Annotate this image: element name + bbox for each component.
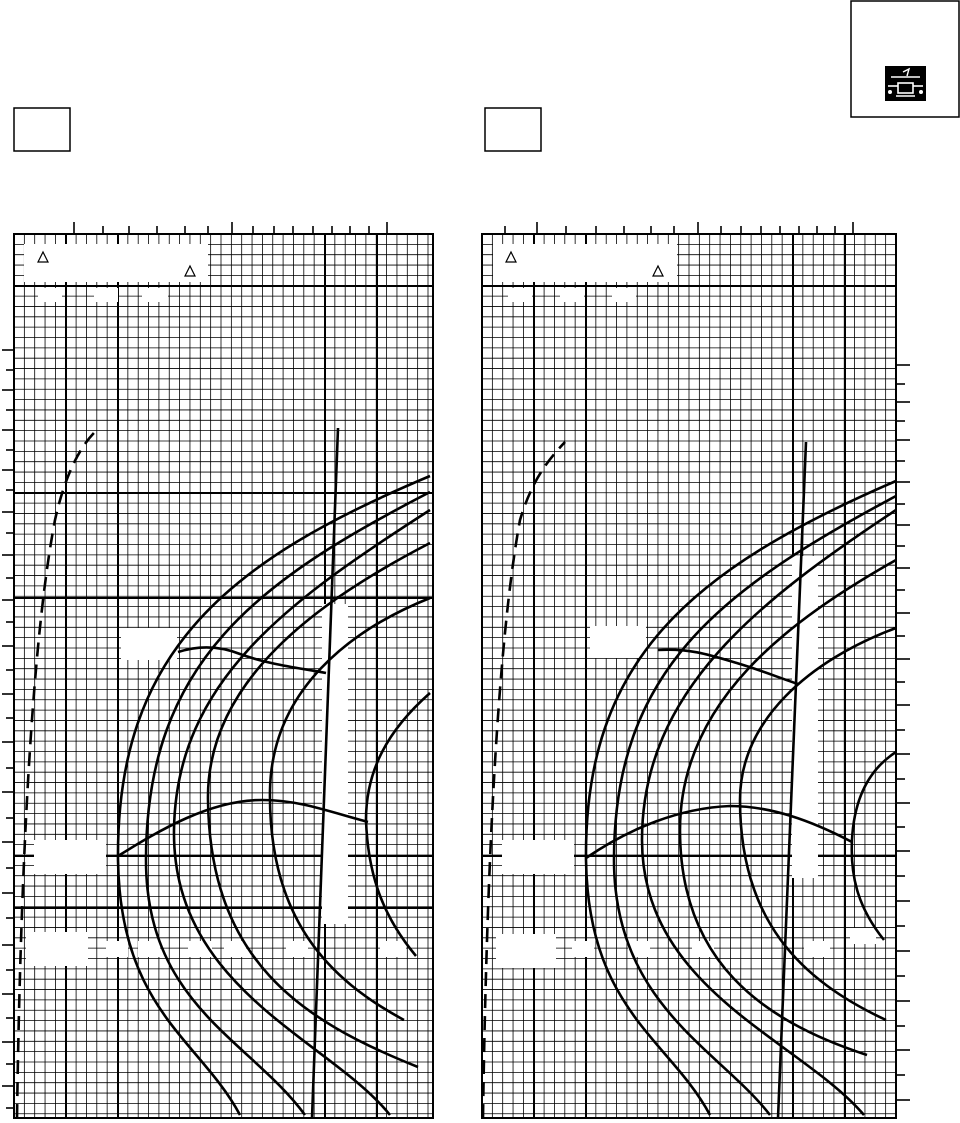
helicopter-icon bbox=[885, 66, 926, 101]
left-chart-curves bbox=[17, 428, 430, 1118]
left-chart-label-box bbox=[14, 108, 70, 151]
curve-family-line bbox=[366, 693, 430, 956]
dashed-line bbox=[483, 442, 565, 1118]
left-chart-minor-grid bbox=[14, 234, 433, 1118]
curve-family-line bbox=[118, 476, 430, 1115]
curve-family-line bbox=[174, 510, 430, 1115]
right-chart-right-ticks bbox=[896, 365, 910, 1100]
curve-family-line bbox=[614, 496, 896, 1115]
corner-icon-box bbox=[851, 1, 959, 117]
curve-family-line bbox=[852, 752, 896, 940]
left-chart-frame bbox=[14, 234, 433, 1118]
left-chart-left-ticks bbox=[2, 350, 14, 1108]
right-chart-minor-grid bbox=[482, 234, 896, 1118]
left-chart bbox=[2, 222, 433, 1118]
right-chart-label-box bbox=[485, 108, 541, 151]
right-chart bbox=[482, 222, 910, 1118]
left-chart-top-ticks bbox=[74, 222, 387, 234]
right-chart-top-ticks bbox=[505, 222, 853, 234]
